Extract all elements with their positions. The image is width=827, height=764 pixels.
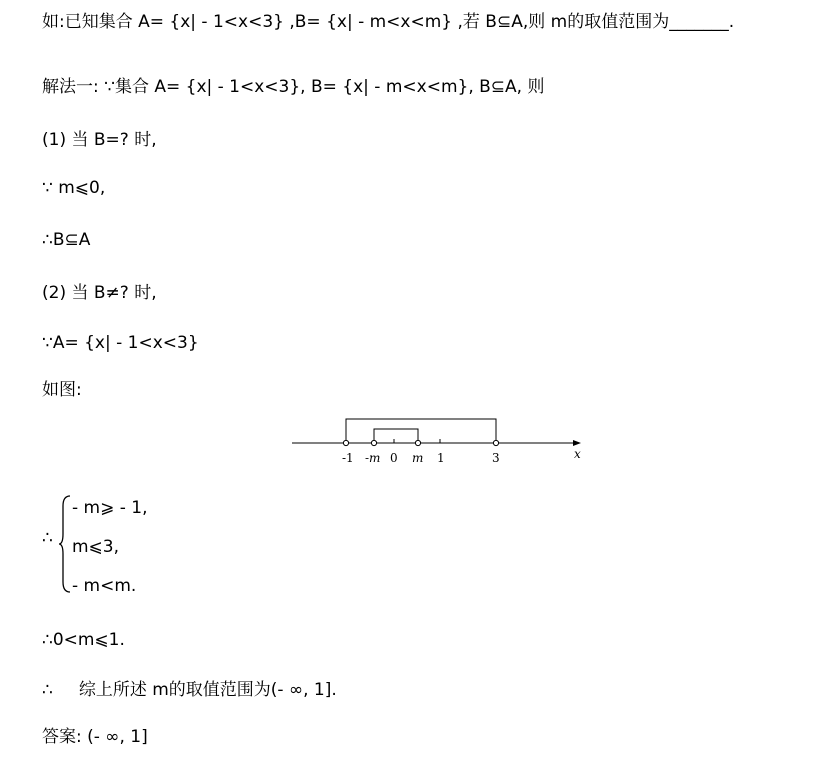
number-line-figure bbox=[290, 410, 590, 471]
range-conclusion: ∴0<m⩽1. bbox=[42, 630, 125, 650]
open-point-neg1 bbox=[343, 440, 348, 445]
tick-label-1: 1 bbox=[437, 451, 445, 465]
summary-text: 综上所述 m的取值范围为(- ∞, 1]. bbox=[78, 680, 337, 700]
number-line-svg bbox=[290, 410, 590, 466]
inequality-system bbox=[42, 490, 342, 600]
axis-arrow-icon bbox=[573, 440, 581, 446]
case1-conclusion: ∴B⊆A bbox=[42, 230, 91, 250]
solution-intro: 解法一: ∵集合 A= {x| - 1<x<3}, B= {x| - m<x<m}, B⊆A, 则 bbox=[42, 77, 545, 97]
tick-label-negm: -m bbox=[365, 451, 381, 465]
tick-label-3: 3 bbox=[492, 451, 500, 465]
open-point-3 bbox=[493, 440, 498, 445]
case2-header: (2) 当 B≠? 时, bbox=[42, 283, 157, 303]
open-point-negm bbox=[371, 440, 376, 445]
set-a-bracket bbox=[346, 419, 496, 443]
problem-text: 如:已知集合 A= {x| - 1<x<3} ,B= {x| - m<x<m} ,若 B⊆A,则 m的取值范围为 bbox=[42, 12, 670, 32]
case1-header: (1) 当 B=? 时, bbox=[42, 130, 157, 150]
tick-label-m: m bbox=[412, 451, 424, 465]
system-row-1: - m⩾ - 1, bbox=[72, 498, 148, 518]
open-point-m bbox=[415, 440, 420, 445]
case1-condition: ∵ m⩽0, bbox=[42, 178, 106, 198]
axis-label-x: x bbox=[574, 447, 581, 461]
tick-label-0: 0 bbox=[390, 451, 398, 465]
case2-condition: ∵A= {x| - 1<x<3} bbox=[42, 333, 199, 353]
tick-label-neg1: -1 bbox=[342, 451, 354, 465]
set-b-bracket bbox=[374, 429, 418, 443]
problem-period: . bbox=[728, 12, 735, 32]
therefore-symbol: ∴ bbox=[42, 528, 53, 548]
system-row-2: m⩽3, bbox=[72, 537, 120, 557]
summary-line bbox=[42, 678, 337, 702]
summary-therefore: ∴ bbox=[42, 680, 53, 700]
answer-line: 答案: (- ∞, 1] bbox=[42, 727, 148, 747]
left-brace-icon bbox=[58, 494, 72, 594]
figure-label: 如图: bbox=[42, 380, 82, 400]
system-row-3: - m<m. bbox=[72, 576, 137, 596]
problem-statement bbox=[42, 10, 734, 34]
answer-blank: _______ bbox=[669, 12, 729, 32]
